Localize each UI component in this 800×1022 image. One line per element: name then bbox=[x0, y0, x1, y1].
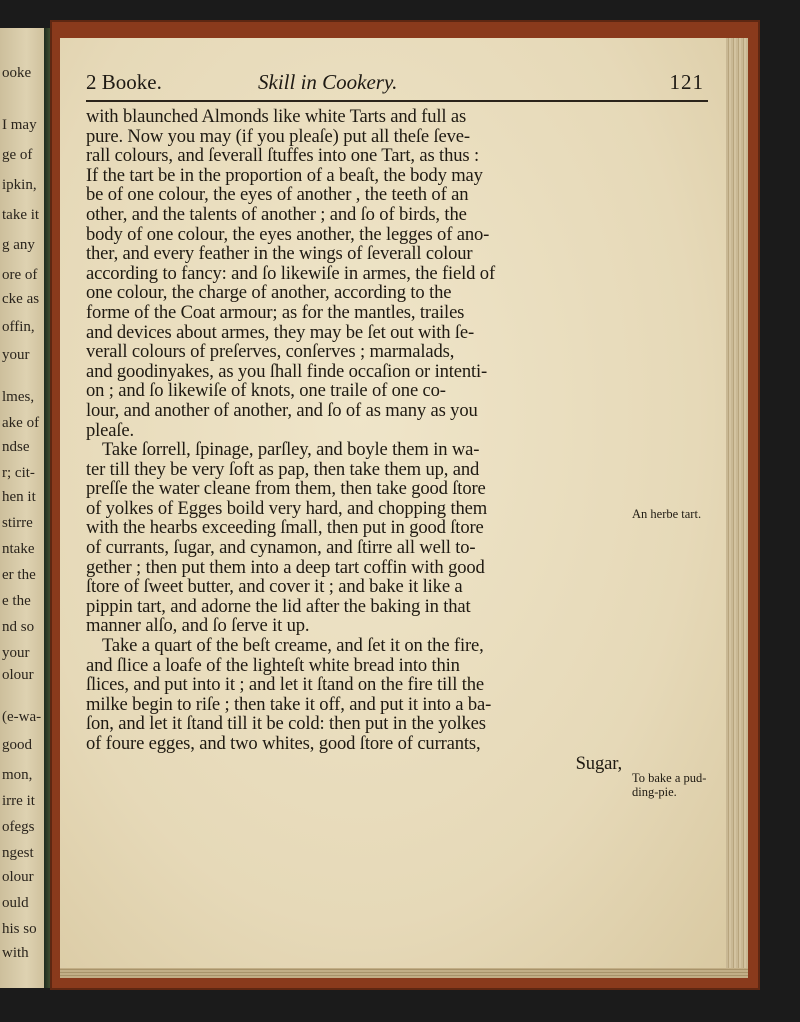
text-line: gether ; then put them into a deep tart coffin with good bbox=[86, 556, 485, 578]
book-number: 2 Booke. bbox=[86, 70, 162, 94]
previous-page-fragment: good bbox=[2, 737, 32, 753]
text-line: of currants, ſugar, and cynamon, and ſtirre all well to- bbox=[86, 537, 476, 559]
paragraph-start-line: Take a quart of the beſt creame, and ſet it on the fire, bbox=[102, 635, 484, 657]
page-edge-right bbox=[726, 38, 748, 968]
previous-page-fragment: irre it bbox=[2, 793, 35, 809]
previous-page-fragment: (e-wa- bbox=[2, 709, 42, 725]
text-line: pure. Now you may (if you pleaſe) put all theſe ſeve- bbox=[86, 125, 470, 147]
previous-page-fragment: stirre bbox=[2, 515, 33, 531]
margin-note-herbe-tart: An herbe tart. bbox=[632, 507, 702, 521]
previous-page-fragment: r; cit- bbox=[2, 465, 35, 481]
previous-page-fragment: er the bbox=[2, 567, 36, 583]
text-line: preſſe the water cleane from them, then take good ſtore bbox=[86, 478, 486, 500]
text-line: ther, and every feather in the wings of ſeverall colour bbox=[86, 243, 473, 265]
previous-page-fragment: ipkin, bbox=[2, 177, 37, 193]
previous-page-fragment: ngest bbox=[2, 845, 34, 861]
previous-page-fragment: olour bbox=[2, 667, 34, 683]
text-line: milke begin to riſe ; then take it off, and put it into a ba- bbox=[86, 693, 492, 715]
text-line: and ſlice a loafe of the lighteſt white bread into thin bbox=[86, 654, 460, 676]
header-rule bbox=[86, 100, 708, 102]
previous-page-fragment: ofegs bbox=[2, 819, 35, 835]
text-line: and devices about armes, they may be ſet out with ſe- bbox=[86, 321, 475, 343]
margin-note-line: ding-pie. bbox=[632, 785, 677, 799]
text-line: of yolkes of Egges boild very hard, and chopping them bbox=[86, 497, 488, 519]
text-line: rall colours, and ſeverall ſtuffes into one Tart, as thus : bbox=[86, 145, 479, 167]
text-line: manner alſo, and ſo ſerve it up. bbox=[86, 615, 310, 637]
margin-note-line: To bake a pud- bbox=[632, 771, 707, 785]
previous-page-fragment: lmes, bbox=[2, 389, 35, 405]
text-line: forme of the Coat armour; as for the mantles, trailes bbox=[86, 301, 465, 323]
running-head bbox=[86, 70, 704, 98]
text-line: pleaſe. bbox=[86, 419, 134, 441]
previous-page-fragment: ge of bbox=[2, 147, 33, 163]
margin-note-pudding-pie bbox=[632, 771, 706, 799]
text-line: verall colours of preſerves, conſerves ; marmalads, bbox=[86, 341, 455, 363]
previous-page-fragment: olour bbox=[2, 869, 34, 885]
previous-page-fragment: cke as bbox=[2, 291, 40, 307]
text-line: pippin tart, and adorne the lid after the baking in that bbox=[86, 595, 471, 617]
text-line: with the hearbs exceeding ſmall, then put in good ſtore bbox=[86, 517, 484, 539]
text-line: one colour, the charge of another, according to the bbox=[86, 282, 452, 304]
text-line: of foure egges, and two whites, good ſtore of currants, bbox=[86, 733, 481, 754]
previous-page-fragment: mon, bbox=[2, 767, 33, 783]
text-line: on ; and ſo likewiſe of knots, one traile of one co- bbox=[86, 380, 446, 402]
previous-page-fragment: your bbox=[2, 645, 30, 661]
previous-page-strip bbox=[0, 28, 44, 988]
text-line: be of one colour, the eyes of another , the teeth of an bbox=[86, 184, 469, 206]
previous-page-fragment: take it bbox=[2, 207, 40, 223]
text-line: ſtore of ſweet butter, and cover it ; and bake it like a bbox=[86, 576, 463, 598]
previous-page-fragment: e the bbox=[2, 593, 31, 609]
text-line: according to fancy: and ſo likewiſe in armes, the field of bbox=[86, 262, 495, 284]
paragraph-start-line: Take ſorrell, ſpinage, parſley, and boyle them in wa- bbox=[102, 439, 480, 461]
previous-page-fragment: ake of bbox=[2, 415, 40, 431]
previous-page-fragment: I may bbox=[2, 117, 37, 133]
text-line: lour, and another of another, and ſo of as many as you bbox=[86, 399, 478, 421]
previous-page-fragment: with bbox=[2, 945, 29, 961]
text-line: other, and the talents of another ; and ſo of birds, the bbox=[86, 203, 467, 225]
previous-page-fragment: g any bbox=[2, 237, 35, 253]
page-edge-bottom bbox=[60, 968, 748, 978]
previous-page-fragment: ndse bbox=[2, 439, 30, 455]
text-line: ter till they be very ſoft as pap, then take them up, and bbox=[86, 458, 480, 480]
body-text bbox=[86, 107, 626, 773]
previous-page-fragment: his so bbox=[2, 921, 37, 937]
running-title: Skill in Cookery. bbox=[258, 70, 398, 94]
previous-page-fragment: ntake bbox=[2, 541, 35, 557]
previous-page-fragment: ould bbox=[2, 895, 29, 911]
previous-page-fragment: offin, bbox=[2, 319, 35, 335]
previous-page-fragment: your bbox=[2, 347, 30, 363]
previous-page-fragment: nd so bbox=[2, 619, 35, 635]
page-number: 121 bbox=[669, 70, 704, 94]
previous-page-fragment: ooke bbox=[2, 65, 32, 81]
previous-page-fragment: hen it bbox=[2, 489, 36, 505]
text-line: ſlices, and put into it ; and let it ſtand on the fire till the bbox=[86, 674, 484, 696]
text-line: If the tart be in the proportion of a beaſt, the body may bbox=[86, 164, 483, 186]
text-line: ſon, and let it ſtand till it be cold: then put in the yolkes bbox=[86, 713, 486, 735]
catchword: Sugar, bbox=[575, 752, 622, 774]
text-line: body of one colour, the eyes another, the legges of ano- bbox=[86, 223, 490, 245]
text-line: with blaunched Almonds like white Tarts and full as bbox=[86, 106, 467, 127]
text-line: and goodinyakes, as you ſhall finde occaſion or intenti- bbox=[86, 360, 488, 382]
previous-page-fragment: ore of bbox=[2, 267, 38, 283]
